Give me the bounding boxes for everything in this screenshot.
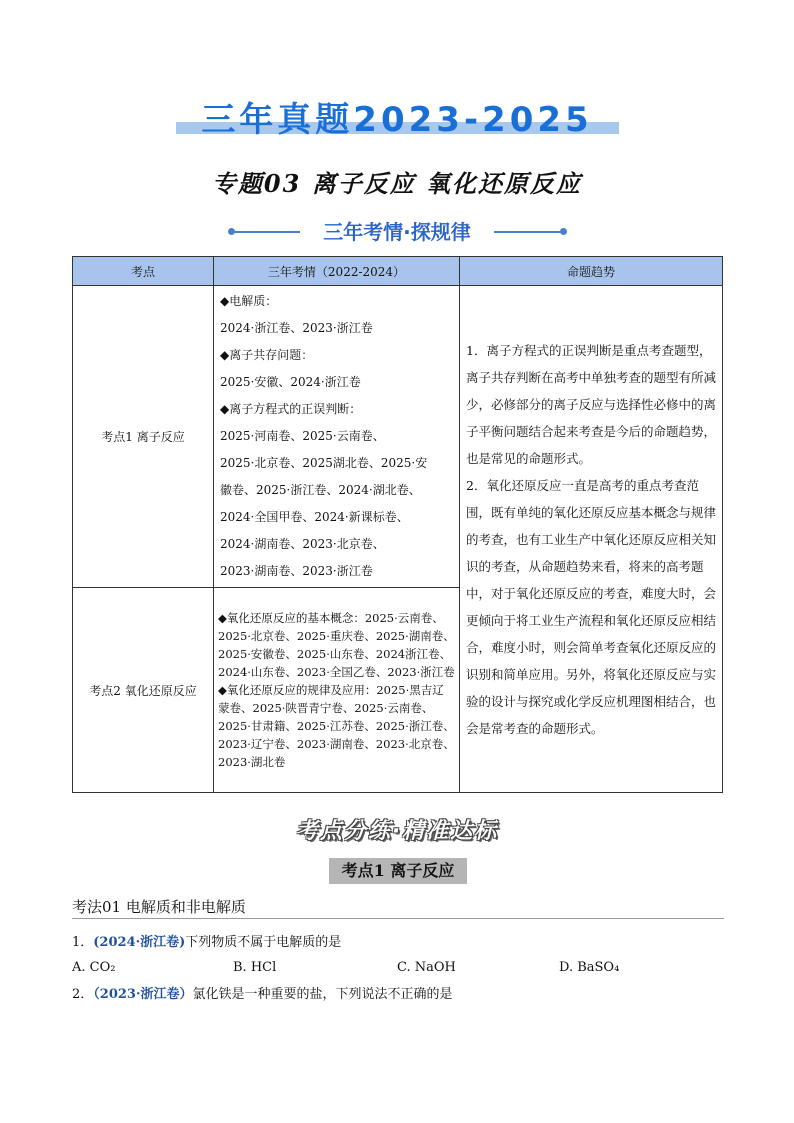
section-label: 三年考情·探规律 <box>323 220 471 244</box>
col-header-point: 考点 <box>73 257 214 286</box>
page-title: 三年真题2023-2025 <box>201 100 593 140</box>
question-number: 2． <box>72 987 94 1002</box>
point-cell: 考点1 离子反应 <box>73 286 214 588</box>
question-number: 1． <box>72 935 94 950</box>
option-d: D. BaSO₄ <box>559 960 620 975</box>
section-heading <box>0 214 794 248</box>
decor-line-right <box>494 231 562 233</box>
question-source: (2024·浙江卷) <box>93 935 186 950</box>
history-cell <box>214 588 460 793</box>
history-line: ◆氧化还原反应的基本概念：2025·云南卷、2025·北京卷、2025·重庆卷、2025·湖南卷、2025·安徽卷、2025·山东卷、2024浙江卷、2024·山东卷、2023·全国乙卷、2023·浙江卷 <box>218 611 455 679</box>
exam-trend-table <box>72 256 723 793</box>
col-header-trend: 命题趋势 <box>460 257 723 286</box>
subject-title: 专题03 离子反应 氧化还原反应 <box>211 169 583 198</box>
point-cell: 考点2 氧化还原反应 <box>73 588 214 793</box>
table-row <box>73 286 723 588</box>
history-line: 2024·浙江卷、2023·浙江卷 <box>220 321 373 335</box>
history-line: ◆电解质： <box>220 294 278 308</box>
question-text: 氯化铁是一种重要的盐，下列说法不正确的是 <box>192 987 453 1002</box>
table-header-row <box>73 257 723 286</box>
decor-dot-right <box>560 228 567 235</box>
history-line: 2025·河南卷、2025·云南卷、 <box>220 429 385 443</box>
history-line: ◆离子方程式的正误判断： <box>220 402 362 416</box>
question-source: （2023·浙江卷） <box>93 987 193 1002</box>
history-line: ◆氧化还原反应的规律及应用：2025·黑吉辽蒙卷、2025·陕晋青宁卷、2025·云南卷、2025·甘肃籍、2025·江苏卷、2025·浙江卷、2023·辽宁卷、2023·湖南卷、2023·北京卷、2023·湖北卷 <box>218 683 455 769</box>
history-cell <box>214 286 460 588</box>
question-text: 下列物质不属于电解质的是 <box>185 935 342 950</box>
question-1 <box>72 934 341 952</box>
history-line: 2024·湖南卷、2023·北京卷、 <box>220 537 385 551</box>
option-b: B. HCl <box>233 960 277 975</box>
history-line: 2023·湖南卷、2023·浙江卷 <box>220 564 373 578</box>
history-line: 2025·北京卷、2025湖北卷、2025·安 <box>220 456 428 470</box>
title-block <box>0 92 794 142</box>
option-c: C. NaOH <box>397 960 456 975</box>
trend-cell <box>460 286 723 793</box>
history-line: 2025·安徽、2024·浙江卷 <box>220 375 361 389</box>
history-line: 徽卷、2025·浙江卷、2024·湖北卷、 <box>220 483 421 497</box>
decor-line-left <box>232 231 300 233</box>
trend-paragraph: 2．氧化还原反应一直是高考的重点考查范围，既有单纯的氧化还原反应基本概念与规律的考查，也有工业生产中氧化还原反应相关知识的考查，从命题趋势来看，将来的高考题中，对于氧化还原反应的考查，难度大时，会更倾向于将工业生产流程和氧化还原反应相结合，难度小时，则会简单考查氧化还原反应的识别和简单应用。另外，将氧化还原反应与实验的设计与探究或化学反应机理图相结合，也会是常考查的命题形式。 <box>466 477 717 736</box>
trend-paragraph: 1．离子方程式的正误判断是重点考查题型，离子共存判断在高考中单独考查的题型有所减少，必修部分的离子反应与选择性必修中的离子平衡问题结合起来考查是今后的命题趋势，也是常见的命题形式。 <box>466 342 717 466</box>
practice-banner: 考点分练·精准达标 <box>295 819 499 844</box>
col-header-history: 三年考情（2022-2024） <box>214 257 460 286</box>
history-line: ◆离子共存问题： <box>220 348 314 362</box>
method-heading: 考法01 电解质和非电解质 <box>72 896 724 919</box>
option-a: A. CO₂ <box>72 960 116 975</box>
history-line: 2024·全国甲卷、2024·新课标卷、 <box>220 510 409 524</box>
question-2 <box>72 986 453 1004</box>
kaodian-label: 考点1 离子反应 <box>329 858 467 884</box>
